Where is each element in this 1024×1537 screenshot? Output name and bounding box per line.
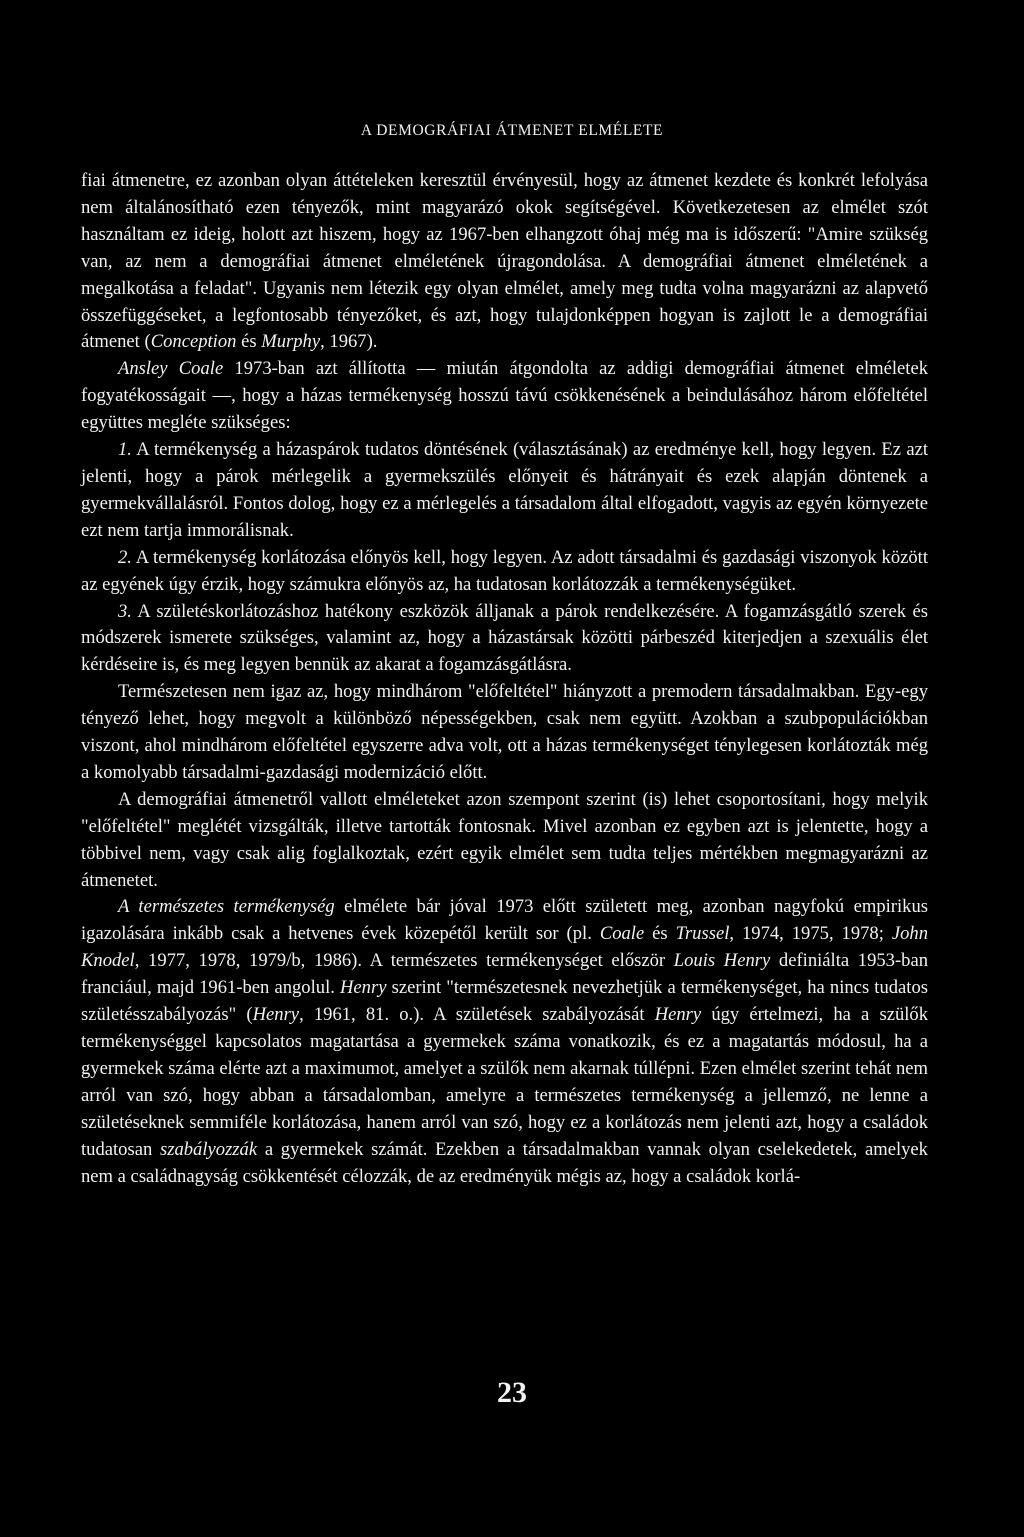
condition-1 bbox=[81, 437, 928, 545]
citation-italic: Henry bbox=[340, 977, 387, 999]
paragraph-8 bbox=[81, 894, 928, 1190]
text-span: , 1961, 81. o.). A születések szabályozását bbox=[299, 1004, 655, 1026]
citation-italic: Trussel bbox=[675, 923, 730, 945]
text-span: a gyermekek számát. Ezekben a társadalmakban vannak olyan cselekedetek, amelyek nem a családnagyság csökkentését célozzák, de az eredményük mégis az, hogy a családok korlá- bbox=[81, 1138, 928, 1187]
list-number: 3. bbox=[118, 600, 132, 622]
text-span: úgy értelmezi, ha a szülők termékenységgel kapcsolatos magatartása a gyermekek száma vonatkozik, és ez a magatartás módosul, ha a gyermekek száma elérte azt a maximumot, amelyet a szülők nem akarnak túllépni. Ezen elmélet szerint tehát nem arról van szó, hogy abban a társadalomban, amelyre a természetes termékenység a jellemző, ne lenne a születéseknek semmiféle korlátozása, hanem arról van szó, hogy ez a korlátozás nem jelenti azt, hogy a családok tudatosan bbox=[81, 1004, 928, 1160]
list-number: 1. bbox=[118, 439, 132, 461]
condition-2 bbox=[81, 545, 928, 599]
text-span: , 1974, 1975, 1978; bbox=[729, 923, 892, 945]
author-italic: Ansley Coale bbox=[118, 358, 224, 380]
citation-italic: Murphy bbox=[261, 331, 321, 353]
text-span: fiai átmenetre, ez azonban olyan áttételeken keresztül érvényesül, hogy az átmenet kezdete és konkrét lefolyása nem általánosítható ezen tényezők, mint magyarázó okok segítségével. Következetesen az elmélet szót használtam ez ideig, holott azt hiszem, hogy az 1967-ben elhangzott óhaj még ma is időszerű: "Amire szükség van, az nem a demográfiai átmenet elméletének újragondolása. A demográfiai átmenet elméletének a megalkotása a feladat". Ugyanis nem létezik egy olyan elmélet, amely meg tudta volna magyarázni az alapvető összefüggéseket, a legfontosabb tényezőket, és azt, hogy tulajdonképpen hogyan is zajlott le a demográfiai átmenet ( bbox=[81, 170, 928, 353]
page-number: 23 bbox=[497, 1376, 527, 1409]
citation-italic: John Knodel bbox=[81, 923, 928, 972]
text-span: és bbox=[644, 923, 676, 945]
term-italic: A természetes termékenység bbox=[118, 896, 335, 918]
text-span: Természetesen nem igaz az, hogy mindhárom "előfeltétel" hiányzott a premodern társadalmakban. Egy-egy tényező lehet, hogy megvolt a különböző népességekben, csak nem együtt. Azokban a szubpopulációkban viszont, ahol mindhárom előfeltétel egyszerre adva volt, ott a házas termékenységet ténylegesen korlátozták még a komolyabb társadalmi-gazdasági modernizáció előtt. bbox=[81, 681, 928, 783]
citation-italic: Conception bbox=[150, 331, 237, 353]
paragraph-6 bbox=[81, 679, 928, 787]
paragraph-1 bbox=[81, 168, 928, 356]
text-span: A termékenység korlátozása előnyös kell, hogy legyen. Az adott társadalmi és gazdasági viszonyok között az egyének úgy érzik, hogy számukra előnyös az, ha tudatosan korlátozzák a termékenységüket. bbox=[81, 546, 928, 595]
condition-3 bbox=[81, 599, 928, 680]
text-span: A demográfiai átmenetről vallott elméleteket azon szempont szerint (is) lehet csoportosítani, hogy melyik "előfeltétel" meglétét vizsgálták, illetve tartották fontosnak. Mivel azonban ez egyben azt is jelentette, hogy a többivel nem, vagy csak alig foglalkoztak, ezért egyik elmélet sem tudta teljes mértékben megmagyarázni az átmenetet. bbox=[81, 788, 928, 891]
text-span: A születéskorlátozáshoz hatékony eszközök álljanak a párok rendelkezésére. A fogamzásgátló szerek és módszerek ismerete szükséges, valamint az, hogy a házastársak közötti párbeszéd kiterjedjen a szexuális élet kérdéseire is, és meg legyen bennük az akarat a fogamzásgátlásra. bbox=[81, 600, 928, 676]
text-span: és bbox=[236, 331, 262, 353]
citation-italic: Coale bbox=[599, 923, 645, 945]
paragraph-7 bbox=[81, 787, 928, 895]
body-text bbox=[81, 168, 928, 1190]
running-title: A DEMOGRÁFIAI ÁTMENET ELMÉLETE bbox=[360, 122, 664, 139]
citation-italic: Henry bbox=[252, 1004, 300, 1026]
citation-italic: Louis Henry bbox=[673, 950, 771, 972]
emphasis-italic: szabályozzák bbox=[159, 1138, 258, 1160]
citation-italic: Henry bbox=[654, 1004, 702, 1026]
text-span: elmélete bár jóval 1973 előtt született meg, azonban nagyfokú empirikus igazolására inkább csak a hetvenes évek közepétől került sor (pl. bbox=[81, 896, 928, 945]
text-span: , 1967). bbox=[320, 331, 378, 353]
text-span: definiálta 1953-ban franciául, majd 1961-ben angolul. bbox=[81, 950, 929, 999]
text-span: szerint "természetesnek nevezhetjük a termékenységet, ha nincs tudatos születésszabályozás" ( bbox=[81, 977, 928, 1026]
text-span: , 1977, 1978, 1979/b, 1986). A természetes termékenységet először bbox=[134, 950, 674, 972]
paragraph-2 bbox=[81, 356, 928, 437]
list-number: 2. bbox=[118, 546, 132, 568]
text-span: 1973-ban azt állította — miután átgondolta az addigi demográfiai átmenet elméletek fogyatékosságait —, hogy a házas termékenység hosszú távú csökkenésének a beindulásához három előfeltétel együttes megléte szükséges: bbox=[81, 358, 928, 434]
text-span: A termékenység a házaspárok tudatos döntésének (választásának) az eredménye kell, hogy legyen. Ez azt jelenti, hogy a párok mérlegelik a gyermekszülés előnyeit és hátrányait és ezek alapján döntenek a gyermekvállalásról. Fontos dolog, hogy ez a mérlegelés a társadalom által elfogadott, vagyis az egyén környezete ezt nem tartja immorálisnak. bbox=[81, 439, 928, 541]
